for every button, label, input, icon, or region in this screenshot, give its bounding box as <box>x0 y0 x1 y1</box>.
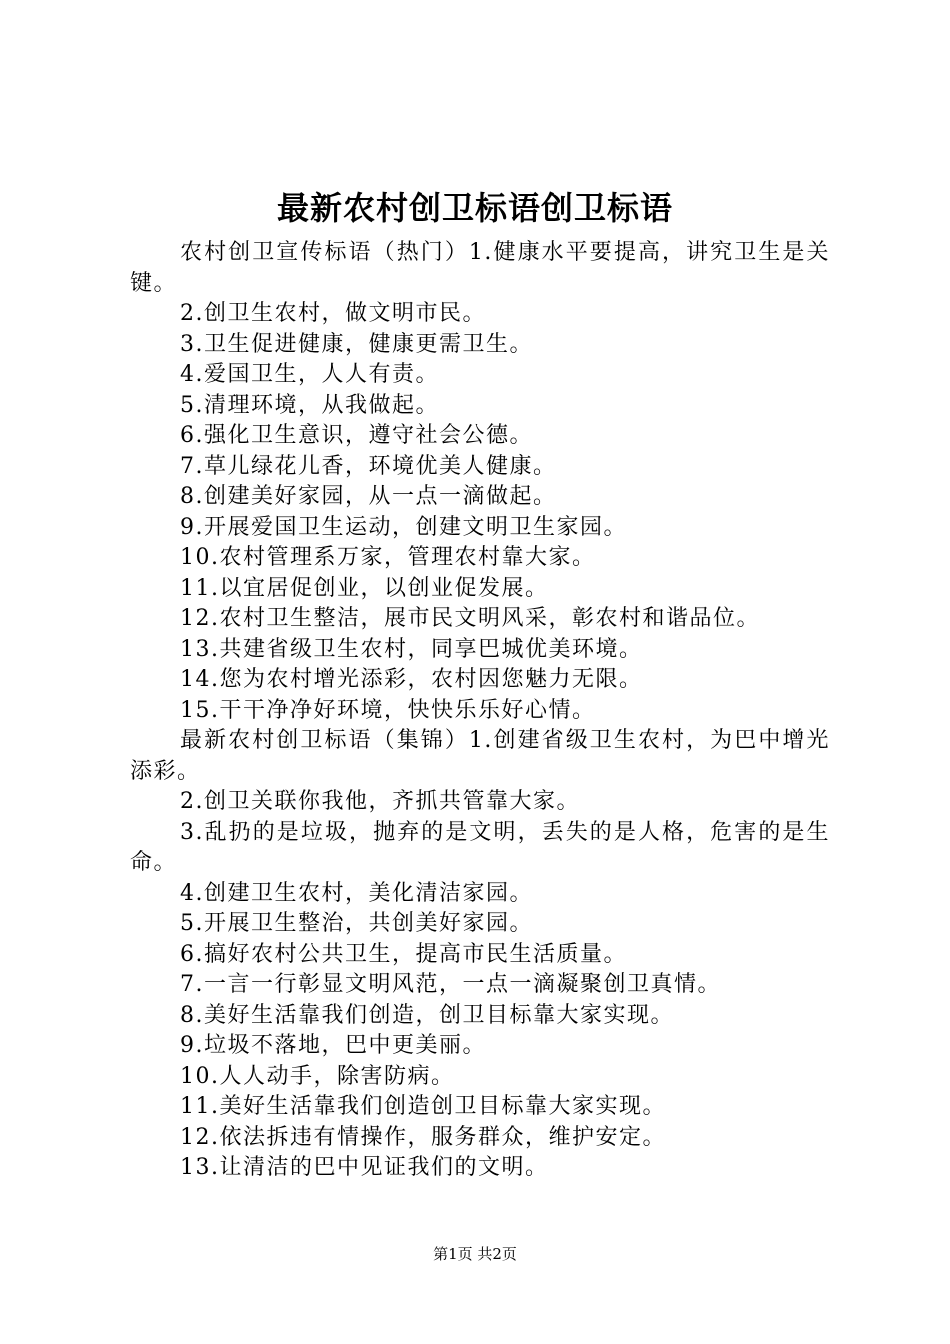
document-title: 最新农村创卫标语创卫标语 <box>276 189 673 227</box>
paragraph: 8.创建美好家园，从一点一滴做起。 <box>180 484 557 509</box>
paragraph: 10.农村管理系万家，管理农村靠大家。 <box>180 545 596 570</box>
paragraph: 12.农村卫生整洁，展市民文明风采，彰农村和谐品位。 <box>180 606 760 631</box>
paragraph: 13.让清洁的巴中见证我们的文明。 <box>180 1155 549 1180</box>
paragraph: 9.垃圾不落地，巴中更美丽。 <box>180 1033 486 1058</box>
paragraph: 10.人人动手，除害防病。 <box>180 1063 455 1089</box>
paragraph: 农村创卫宣传标语（热门）1.健康水平要提高，讲究卫生是关键。 <box>130 240 830 296</box>
paragraph: 5.清理环境，从我做起。 <box>180 392 439 418</box>
paragraph: 12.依法拆违有情操作，服务群众，维护安定。 <box>180 1124 666 1150</box>
paragraph: 4.创建卫生农村，美化清洁家园。 <box>180 880 533 906</box>
paragraph: 5.开展卫生整治，共创美好家园。 <box>180 911 533 936</box>
paragraph: 6.强化卫生意识，遵守社会公德。 <box>180 423 533 448</box>
paragraph: 11.美好生活靠我们创造创卫目标靠大家实现。 <box>180 1094 666 1119</box>
paragraph: 最新农村创卫标语（集锦）1.创建省级卫生农村，为巴中增光添彩。 <box>130 728 830 784</box>
paragraph: 2.创卫关联你我他，齐抓共管靠大家。 <box>180 789 580 814</box>
paragraph: 14.您为农村增光添彩，农村因您魅力无限。 <box>180 667 643 692</box>
paragraph: 9.开展爱国卫生运动，创建文明卫生家园。 <box>180 514 627 540</box>
paragraph: 4.爱国卫生，人人有责。 <box>180 362 439 387</box>
page-footer: 第1页 共2页 <box>433 1245 517 1263</box>
paragraph: 6.搞好农村公共卫生，提高市民生活质量。 <box>180 941 627 967</box>
paragraph: 13.共建省级卫生农村，同享巴城优美环境。 <box>180 636 643 662</box>
document-body <box>130 238 830 1184</box>
paragraph: 3.乱扔的是垃圾，抛弃的是文明，丢失的是人格，危害的是生命。 <box>130 819 830 875</box>
paragraph: 2.创卫生农村，做文明市民。 <box>180 301 486 326</box>
paragraph: 15.干干净净好环境，快快乐乐好心情。 <box>180 697 596 723</box>
paragraph: 7.一言一行彰显文明风范，一点一滴凝聚创卫真情。 <box>180 972 721 997</box>
paragraph: 3.卫生促进健康，健康更需卫生。 <box>180 331 533 357</box>
paragraph: 11.以宜居促创业，以创业促发展。 <box>180 575 549 601</box>
paragraph: 8.美好生活靠我们创造，创卫目标靠大家实现。 <box>180 1002 674 1028</box>
paragraph: 7.草儿绿花儿香，环境优美人健康。 <box>180 453 557 479</box>
